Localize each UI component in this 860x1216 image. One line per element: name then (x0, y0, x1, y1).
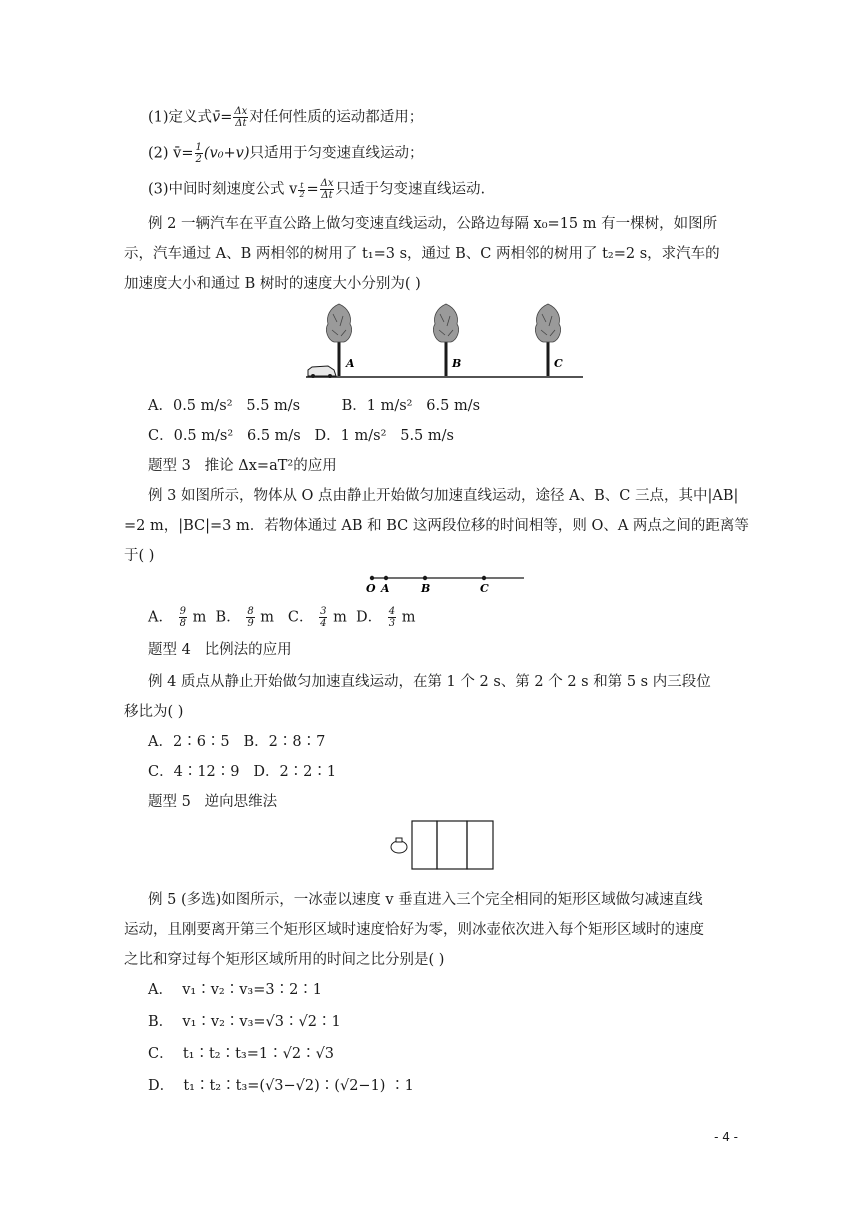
tree-label-a: A (346, 357, 355, 370)
example5-line2: 运动，且刚要离开第三个矩形区域时速度恰好为零，则冰壶依次进入每个矩形区域时的速度 (124, 922, 704, 938)
point-label-a: A (381, 582, 390, 595)
formula-3-prefix: (3)中间时刻速度公式 v (148, 181, 298, 198)
example2-options-cd: C．0.5 m/s² 6.5 m/s D．1 m/s² 5.5 m/s (148, 428, 454, 444)
formula-3 (148, 178, 485, 201)
formula-1-eq: = (220, 109, 233, 126)
formula-2 (148, 142, 424, 165)
formula-2-prefix: (2) v̄= (148, 145, 194, 162)
point-label-b: B (421, 582, 431, 595)
option-a-fraction: $\frac{9}{8}$ (179, 606, 186, 629)
option-a-letter: A． (148, 609, 173, 626)
example2-line1: 例 2 一辆汽车在平直公路上做匀变速直线运动，公路边每隔 x₀=15 m 有一棵树，如图所 (148, 216, 718, 232)
example2-line3: 加速度大小和通过 B 树时的速度大小分别为( ) (124, 276, 421, 292)
option-b-letter: B． (215, 609, 241, 626)
example2-options-ab: A．0.5 m/s² 5.5 m/s B．1 m/s² 6.5 m/s (148, 398, 481, 414)
formula-2-paren: (v₀+v) (203, 145, 250, 162)
formula-2-tail: 只适用于匀变速直线运动； (249, 145, 424, 162)
option-a-unit: m (192, 609, 207, 626)
formula-1-prefix: (1)定义式 (148, 109, 213, 126)
formula-1 (148, 106, 423, 129)
example3-line2: =2 m，|BC|=3 m．若物体通过 AB 和 BC 这两段位移的时间相等，则 O、A 两点之间的距离等 (124, 518, 749, 534)
option-d-fraction: $\frac{4}{3}$ (388, 606, 396, 629)
formula-1-fraction: $\frac{\Delta x}{\Delta t}$ (234, 106, 248, 129)
option-d-letter: D． (356, 609, 383, 626)
point-a (384, 576, 388, 580)
option-b-unit: m (260, 609, 275, 626)
example3-options (148, 606, 416, 629)
topic3-heading: 题型 3 推论 Δx=aT²的应用 (148, 458, 337, 474)
region-1 (412, 821, 437, 869)
tree-label-b: B (452, 357, 462, 370)
region-2 (437, 821, 467, 869)
option-b-fraction: $\frac{8}{9}$ (247, 606, 254, 629)
tree-label-c: C (554, 357, 563, 370)
formula-3-fraction: $\frac{\Delta x}{\Delta t}$ (320, 178, 334, 201)
trees-road-figure (300, 302, 585, 380)
formula-1-tail: 对任何性质的运动都适用； (249, 109, 424, 126)
oabc-line-figure (360, 568, 530, 596)
example5-line3: 之比和穿过每个矩形区域所用的时间之比分别是( ) (124, 952, 445, 968)
example2-line2: 示，汽车通过 A、B 两相邻的树用了 t₁=3 s，通过 B、C 两相邻的树用了 t₂=2 s，求汽车的 (124, 246, 720, 262)
page-number: - 4 - (714, 1130, 738, 1144)
example5-option-a: A． v₁∶v₂∶v₃=3∶2∶1 (148, 982, 323, 998)
formula-3-eq: = (306, 181, 319, 198)
point-label-c: C (480, 582, 489, 595)
example3-line3: 于( ) (124, 548, 155, 564)
formula-3-tail: 只适于匀变速直线运动. (335, 181, 486, 198)
point-o (370, 576, 374, 580)
option-c-unit: m (333, 609, 347, 626)
point-c (482, 576, 486, 580)
topic4-heading: 题型 4 比例法的应用 (148, 642, 292, 658)
option-d-unit: m (401, 609, 416, 626)
example5-option-b: B． v₁∶v₂∶v₃=√3∶√2∶1 (148, 1014, 341, 1030)
car-icon (308, 366, 336, 378)
formula-1-v: v̄ (212, 109, 221, 126)
curling-stone-icon (391, 838, 407, 853)
topic5-heading: 题型 5 逆向思维法 (148, 794, 278, 810)
example4-line2: 移比为( ) (124, 704, 184, 720)
example5-option-d: D． t₁∶t₂∶t₃=(√3−√2)∶(√2−1) ∶1 (148, 1078, 414, 1094)
option-c-letter: C． (287, 609, 314, 626)
example4-options-cd: C．4∶12∶9 D．2∶2∶1 (148, 764, 337, 780)
point-label-o: O (366, 582, 376, 595)
option-c-fraction: $\frac{3}{4}$ (320, 606, 327, 629)
point-b (423, 576, 427, 580)
example5-line1: 例 5 (多选)如图所示，一冰壶以速度 v 垂直进入三个完全相同的矩形区域做匀减速直线 (148, 892, 703, 908)
formula-2-fraction: $\frac{1}{2}$ (195, 142, 202, 165)
region-3 (467, 821, 493, 869)
example5-option-c: C． t₁∶t₂∶t₃=1∶√2∶√3 (148, 1046, 335, 1062)
formula-3-subscript: $\frac{t}{2}$ (299, 181, 305, 200)
example4-options-ab: A．2∶6∶5 B．2∶8∶7 (148, 734, 326, 750)
example3-line1: 例 3 如图所示，物体从 O 点由静止开始做匀加速直线运动，途径 A、B、C 三点，其中|AB| (148, 488, 739, 504)
curling-rectangles-figure (388, 818, 498, 874)
example4-line1: 例 4 质点从静止开始做匀加速直线运动，在第 1 个 2 s、第 2 个 2 s 和第 5 s 内三段位 (148, 674, 711, 690)
